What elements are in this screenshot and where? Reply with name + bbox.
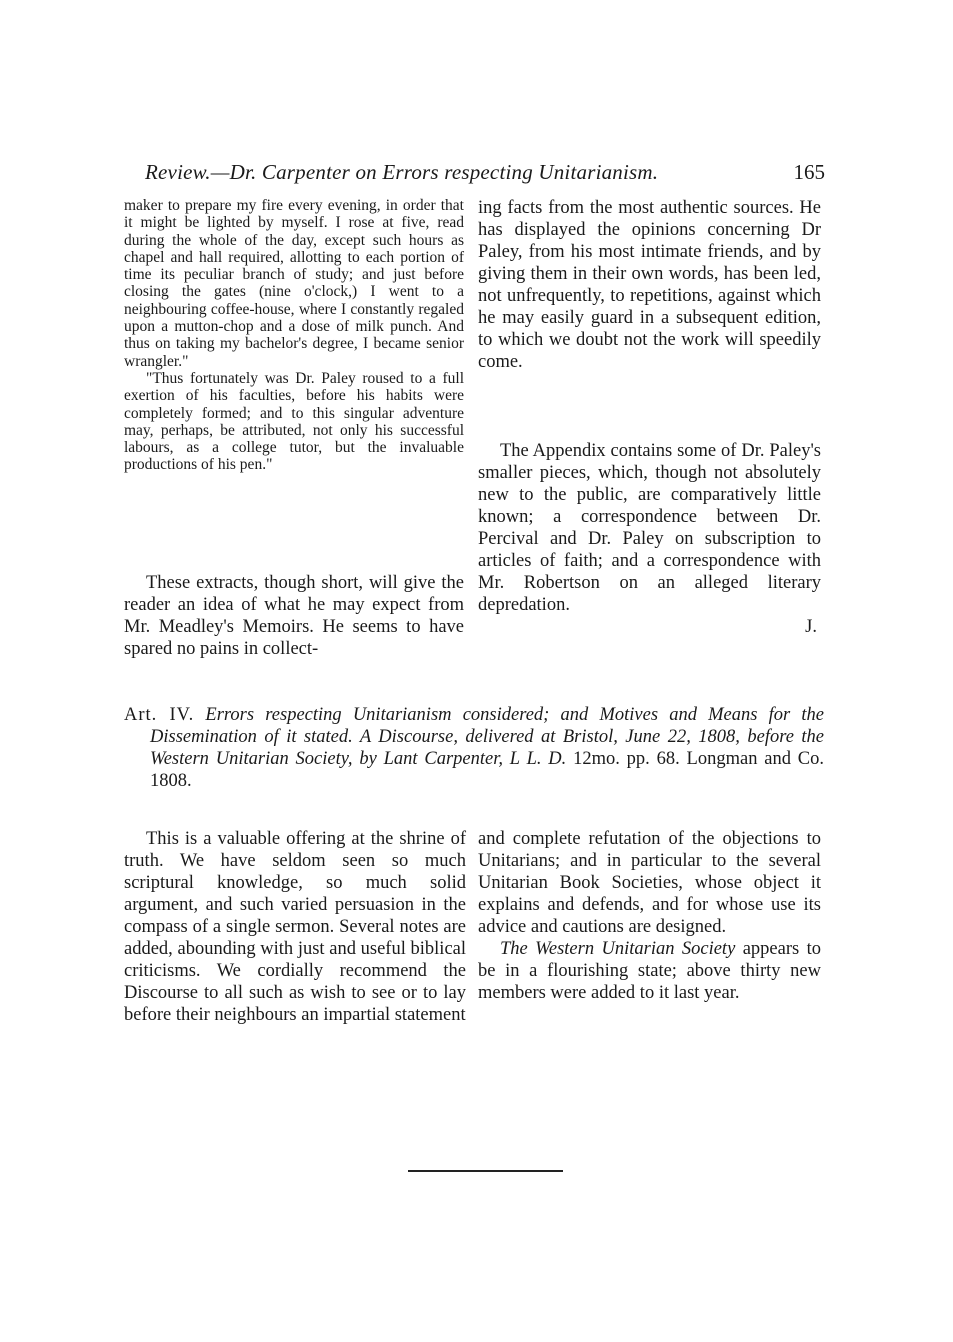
- right-column-continuation: [478, 197, 821, 373]
- article-label: Art. IV.: [124, 705, 195, 725]
- closing-paragraph: These extracts, though short, will give the reader an idea of what he may expect from Mr. Meadley's Memoirs. He seems to have spared no pains in collect-: [124, 573, 464, 659]
- quote-paragraph-end: maker to prepare my fire every evening, in order that it might be lighted by myself. I rose at five, read during the whole of the day, except such hours as chapel and hall required, allotting to each portion of time its peculiar branch of study; and just before closing the gates (nine o'clock,) I went to a neighbouring coffee-house, where I constantly regaled upon a mutton-chop and a dose of milk punch. And thus on taking my bachelor's degree, I became senior wrangler.": [124, 197, 464, 370]
- article-format: 12mo. pp. 68.: [573, 749, 680, 769]
- left-column-closing: [124, 572, 464, 660]
- article-title: Errors respecting Unitarianism considered; and Motives and Means for the Dissemination of it stated. A Discourse, delivered at Bristol, June 22, 1808, before the Western Unitarian Society, by Lant Carpenter, L L. D.: [150, 705, 825, 769]
- appendix-paragraph: The Appendix contains some of Dr. Paley's smaller pieces, which, though not absolutely new to the public, are comparatively little known; a correspondence between Dr. Percival and Dr. Paley on subscription to articles of faith; and a correspondence with Mr. Robertson on an alleged literary depredation.: [478, 441, 821, 615]
- society-name: The Western Unitarian Society: [500, 939, 736, 959]
- society-text: appears to be in a flourishing state; above thirty new members were added to it last year.: [478, 939, 821, 1003]
- review-signature: J.: [805, 617, 817, 637]
- running-head: Review.—Dr. Carpenter on Errors respecting Unitarianism.: [145, 160, 659, 184]
- right-column-appendix: [478, 440, 821, 638]
- end-rule: [408, 1170, 563, 1172]
- review-right-column: [478, 828, 821, 1004]
- article-heading: [124, 704, 824, 792]
- page-header: [145, 160, 825, 190]
- quote-paragraph-second: "Thus fortunately was Dr. Paley roused to a full exertion of his faculties, before his habits were completely formed; and to this singular adventure may, perhaps, be attributed, not only his successful labours, as a college tutor, but the invaluable productions of his pen.": [124, 369, 464, 474]
- review-left-column: [124, 828, 466, 1026]
- continuation-paragraph: ing facts from the most authentic sources. He has displayed the opinions concerning Dr Paley, from his most intimate friends, and by giving them in their own words, has been led, not unfrequently, to repetitions, against which he may easily guard in a subsequent edition, to which we doubt not the work will speedily come.: [478, 198, 821, 372]
- page-number: 165: [793, 160, 825, 184]
- left-column-quote: [124, 197, 464, 474]
- article-publisher: Longman and Co. 1808.: [150, 749, 824, 791]
- society-paragraph: [478, 938, 821, 1004]
- review-paragraph-left: This is a valuable offering at the shrine of truth. We have seldom seen so much scriptural knowledge, so much solid argument, and such varied persuasion in the compass of a single sermon. Several notes are added, abounding with just and useful biblical criticisms. We cordially recommend the Discourse to all such as wish to see or to lay before their neighbours an impartial statement: [124, 829, 466, 1025]
- review-paragraph-right: and complete refutation of the objections to Unitarians; and in particular to the several Unitarian Book Societies, whose object it explains and defends, and for whose use its advice and cautions are designed.: [478, 829, 821, 937]
